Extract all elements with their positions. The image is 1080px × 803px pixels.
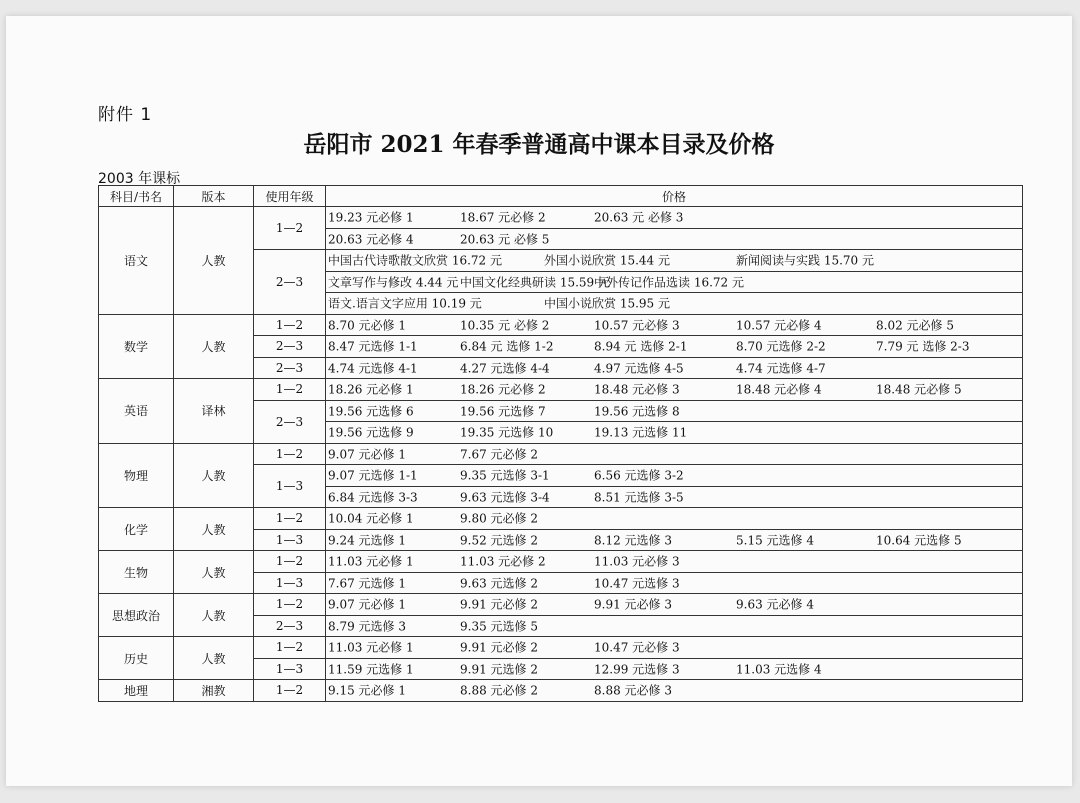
price-item: 8.02 元必修 5	[876, 318, 954, 333]
edition-cell: 人教	[174, 314, 254, 379]
price-cell	[326, 615, 1023, 637]
price-cell	[326, 314, 1023, 336]
price-item: 19.56 元选修 9	[328, 425, 414, 440]
price-item: 4.27 元选修 4-4	[460, 361, 550, 376]
price-item: 9.91 元必修 2	[460, 640, 538, 655]
price-item: 19.56 元选修 8	[594, 404, 680, 419]
price-cell	[326, 508, 1023, 530]
price-item: 4.74 元选修 4-7	[736, 361, 826, 376]
price-cell	[326, 443, 1023, 465]
grade-cell: 2—3	[254, 357, 326, 379]
subject-cell: 思想政治	[99, 594, 174, 637]
grade-cell: 1—2	[254, 379, 326, 401]
price-item: 11.03 元必修 1	[328, 554, 414, 569]
price-item: 9.07 元必修 1	[328, 447, 406, 462]
grade-cell: 1—2	[254, 314, 326, 336]
price-cell	[326, 357, 1023, 379]
table-row	[99, 551, 1023, 573]
price-item: 9.91 元必修 2	[460, 597, 538, 612]
grade-cell: 1—2	[254, 680, 326, 702]
grade-cell: 1—2	[254, 594, 326, 616]
price-item: 9.63 元选修 2	[460, 576, 538, 591]
price-item: 中国文化经典研读 15.59 元	[460, 275, 610, 290]
grade-cell: 1—3	[254, 658, 326, 680]
header-grade: 使用年级	[254, 186, 326, 207]
price-item: 外国小说欣赏 15.44 元	[544, 253, 670, 268]
subject-cell: 生物	[99, 551, 174, 594]
price-item: 9.07 元必修 1	[328, 597, 406, 612]
edition-cell: 人教	[174, 551, 254, 594]
table-row	[99, 443, 1023, 465]
price-item: 7.67 元必修 2	[460, 447, 538, 462]
price-item: 9.07 元选修 1-1	[328, 468, 418, 483]
price-item: 8.51 元选修 3-5	[594, 490, 684, 505]
price-item: 6.84 元选修 3-3	[328, 490, 418, 505]
header-row	[99, 186, 1023, 207]
price-item: 18.67 元必修 2	[460, 210, 546, 225]
table-row	[99, 594, 1023, 616]
price-item: 语文.语言文字应用 10.19 元	[328, 296, 482, 311]
price-item: 18.48 元必修 3	[594, 382, 680, 397]
price-cell	[326, 680, 1023, 702]
edition-cell: 人教	[174, 594, 254, 637]
price-cell	[326, 228, 1023, 250]
price-item: 4.74 元选修 4-1	[328, 361, 418, 376]
price-item: 4.97 元选修 4-5	[594, 361, 684, 376]
price-item: 18.26 元必修 2	[460, 382, 546, 397]
grade-cell: 1—2	[254, 207, 326, 250]
price-item: 8.12 元选修 3	[594, 533, 672, 548]
price-item: 20.63 元 必修 3	[594, 210, 684, 225]
price-item: 9.91 元选修 2	[460, 662, 538, 677]
price-item: 中国古代诗歌散文欣赏 16.72 元	[328, 253, 502, 268]
price-item: 19.23 元必修 1	[328, 210, 414, 225]
price-cell	[326, 529, 1023, 551]
price-item: 20.63 元 必修 5	[460, 232, 550, 247]
price-item: 10.47 元必修 3	[594, 640, 680, 655]
price-cell	[326, 379, 1023, 401]
edition-cell: 人教	[174, 443, 254, 508]
subject-cell: 语文	[99, 207, 174, 315]
edition-cell: 译林	[174, 379, 254, 444]
document-page	[6, 16, 1072, 786]
grade-cell: 1—2	[254, 637, 326, 659]
grade-cell: 1—2	[254, 443, 326, 465]
price-item: 9.35 元选修 3-1	[460, 468, 550, 483]
price-item: 9.35 元选修 5	[460, 619, 538, 634]
subject-cell: 化学	[99, 508, 174, 551]
price-item: 10.04 元必修 1	[328, 511, 414, 526]
price-item: 9.52 元选修 2	[460, 533, 538, 548]
price-item: 9.80 元必修 2	[460, 511, 538, 526]
price-item: 中国小说欣赏 15.95 元	[544, 296, 670, 311]
attachment-label: 附件 1	[98, 105, 153, 125]
price-item: 10.47 元选修 3	[594, 576, 680, 591]
grade-cell: 2—3	[254, 250, 326, 315]
price-item: 18.26 元必修 1	[328, 382, 414, 397]
price-cell	[326, 486, 1023, 508]
price-cell	[326, 400, 1023, 422]
header-edition: 版本	[174, 186, 254, 207]
price-item: 8.94 元 选修 2-1	[594, 339, 688, 354]
price-item: 5.15 元选修 4	[736, 533, 814, 548]
price-item: 7.67 元选修 1	[328, 576, 406, 591]
edition-cell: 湘教	[174, 680, 254, 702]
price-item: 18.48 元必修 5	[876, 382, 962, 397]
price-cell	[326, 658, 1023, 680]
price-item: 中外传记作品选读 16.72 元	[594, 275, 744, 290]
price-item: 8.47 元选修 1-1	[328, 339, 418, 354]
curriculum-label: 2003 年课标	[98, 171, 181, 187]
grade-cell: 2—3	[254, 400, 326, 443]
grade-cell: 1—3	[254, 572, 326, 594]
price-cell	[326, 572, 1023, 594]
table-row	[99, 314, 1023, 336]
table-row	[99, 379, 1023, 401]
price-item: 8.88 元必修 3	[594, 683, 672, 698]
grade-cell: 1—3	[254, 529, 326, 551]
price-table	[98, 185, 1023, 702]
grade-cell: 2—3	[254, 336, 326, 358]
price-item: 11.59 元选修 1	[328, 662, 414, 677]
header-price: 价格	[326, 186, 1023, 207]
subject-cell: 数学	[99, 314, 174, 379]
price-item: 12.99 元选修 3	[594, 662, 680, 677]
edition-cell: 人教	[174, 508, 254, 551]
table-row	[99, 680, 1023, 702]
price-item: 文章写作与修改 4.44 元	[328, 275, 459, 290]
price-item: 10.57 元必修 3	[594, 318, 680, 333]
price-item: 19.56 元选修 6	[328, 404, 414, 419]
price-item: 9.63 元选修 3-4	[460, 490, 550, 505]
price-item: 10.64 元选修 5	[876, 533, 962, 548]
subject-cell: 物理	[99, 443, 174, 508]
price-item: 11.03 元必修 2	[460, 554, 546, 569]
price-cell	[326, 594, 1023, 616]
price-item: 20.63 元必修 4	[328, 232, 414, 247]
table-row	[99, 508, 1023, 530]
price-item: 19.13 元选修 11	[594, 425, 688, 440]
price-item: 6.56 元选修 3-2	[594, 468, 684, 483]
subject-cell: 地理	[99, 680, 174, 702]
price-cell	[326, 271, 1023, 293]
price-item: 19.35 元选修 10	[460, 425, 554, 440]
table-row	[99, 207, 1023, 229]
price-item: 9.15 元必修 1	[328, 683, 406, 698]
price-item: 10.35 元 必修 2	[460, 318, 550, 333]
document-title: 岳阳市 2021 年春季普通高中课本目录及价格	[303, 131, 775, 158]
header-subject: 科目/书名	[99, 186, 174, 207]
price-item: 11.03 元必修 1	[328, 640, 414, 655]
price-item: 11.03 元必修 3	[594, 554, 680, 569]
edition-cell: 人教	[174, 207, 254, 315]
price-item: 9.91 元必修 3	[594, 597, 672, 612]
price-cell	[326, 250, 1023, 272]
price-item: 7.79 元 选修 2-3	[876, 339, 970, 354]
price-item: 9.24 元选修 1	[328, 533, 406, 548]
price-item: 6.84 元 选修 1-2	[460, 339, 554, 354]
price-item: 10.57 元必修 4	[736, 318, 822, 333]
price-cell	[326, 207, 1023, 229]
price-cell	[326, 336, 1023, 358]
price-item: 9.63 元必修 4	[736, 597, 814, 612]
edition-cell: 人教	[174, 637, 254, 680]
price-item: 新闻阅读与实践 15.70 元	[736, 253, 874, 268]
grade-cell: 1—2	[254, 508, 326, 530]
price-cell	[326, 293, 1023, 315]
price-cell	[326, 551, 1023, 573]
price-item: 19.56 元选修 7	[460, 404, 546, 419]
grade-cell: 2—3	[254, 615, 326, 637]
price-cell	[326, 422, 1023, 444]
price-item: 8.79 元选修 3	[328, 619, 406, 634]
grade-cell: 1—2	[254, 551, 326, 573]
subject-cell: 历史	[99, 637, 174, 680]
price-item: 18.48 元必修 4	[736, 382, 822, 397]
price-cell	[326, 637, 1023, 659]
price-item: 8.88 元必修 2	[460, 683, 538, 698]
price-item: 8.70 元必修 1	[328, 318, 406, 333]
price-cell	[326, 465, 1023, 487]
table-body	[99, 207, 1023, 702]
grade-cell: 1—3	[254, 465, 326, 508]
price-item: 11.03 元选修 4	[736, 662, 822, 677]
subject-cell: 英语	[99, 379, 174, 444]
price-item: 8.70 元选修 2-2	[736, 339, 826, 354]
table-row	[99, 637, 1023, 659]
